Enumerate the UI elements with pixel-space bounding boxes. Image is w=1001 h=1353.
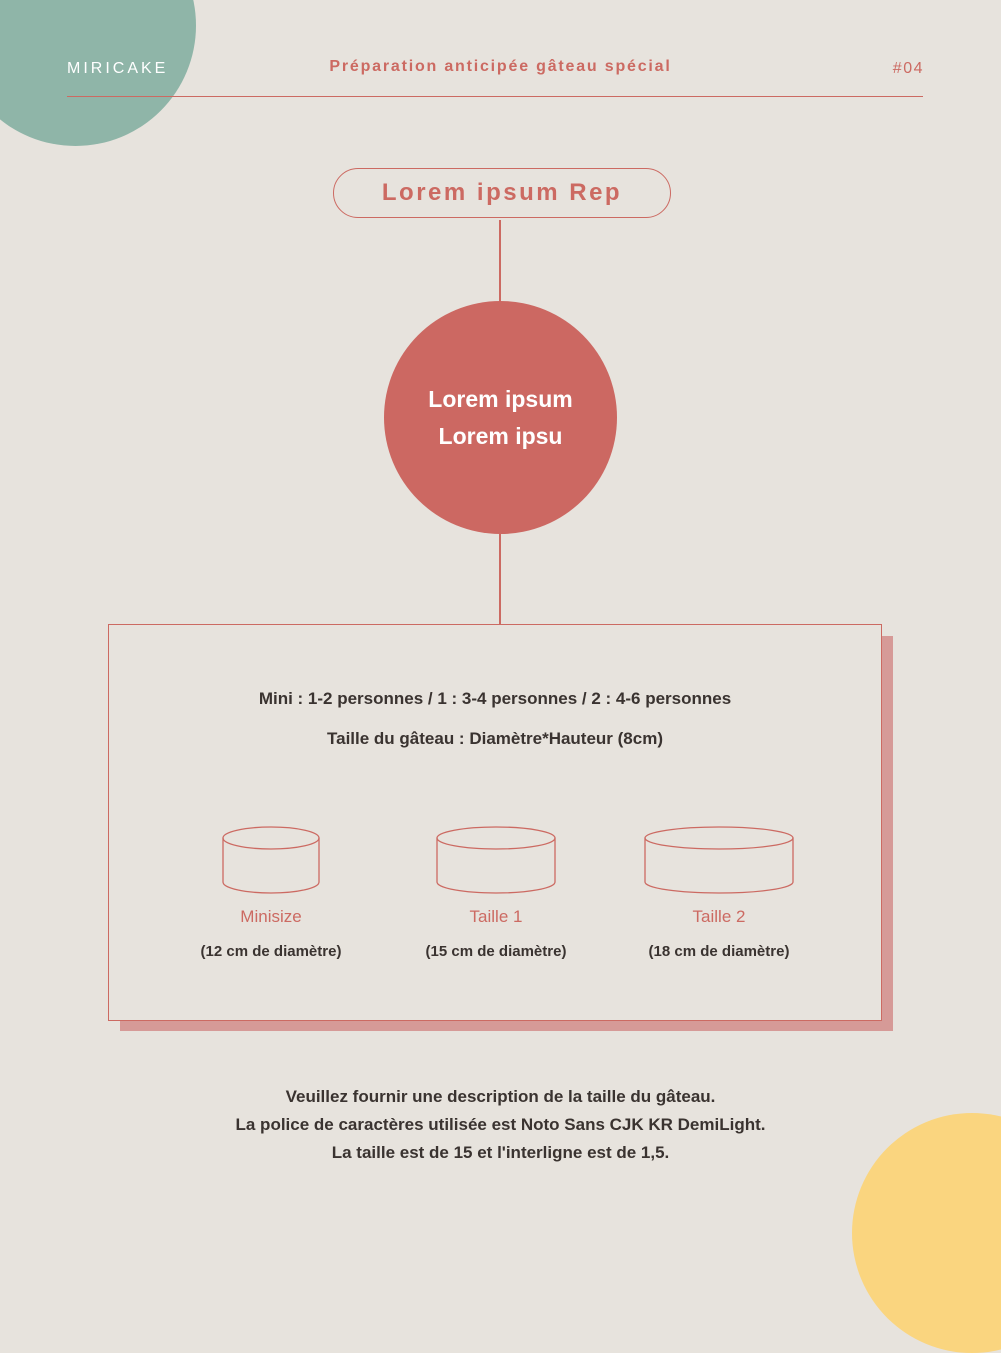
cake-minisize — [171, 825, 371, 960]
footer-line-3: La taille est de 15 et l'interligne est de 1,5. — [331, 1143, 670, 1162]
main-circle — [384, 301, 617, 534]
header-divider — [67, 96, 923, 97]
size-info-text: Taille du gâteau : Diamètre*Hauteur (8cm) — [327, 729, 663, 748]
cake-cylinder-icon — [643, 825, 795, 895]
connector-line-top — [499, 220, 501, 302]
cake-cylinder-icon — [435, 825, 557, 895]
cake-diameter: (12 cm de diamètre) — [200, 943, 342, 960]
size-info-card — [108, 624, 882, 1021]
connector-line-bottom — [499, 533, 501, 626]
cake-size-name: Minisize — [240, 907, 302, 926]
section-pill-label: Lorem ipsum Rep — [333, 168, 671, 218]
cake-taille-1 — [396, 825, 596, 960]
main-circle-line-2: Lorem ipsu — [438, 422, 563, 449]
main-circle-line-1: Lorem ipsum — [428, 385, 573, 412]
cake-size-name: Taille 1 — [469, 907, 523, 926]
page-title: Préparation anticipée gâteau spécial — [329, 58, 672, 75]
cake-diameter: (18 cm de diamètre) — [648, 943, 790, 960]
cake-size-name: Taille 2 — [692, 907, 746, 926]
cake-cylinder-icon — [221, 825, 321, 895]
brand-name: MIRICAKE — [67, 60, 169, 77]
page-number: #04 — [892, 60, 924, 77]
footer-line-2: La police de caractères utilisée est Noto Sans CJK KR DemiLight. — [235, 1115, 766, 1134]
cake-diameter: (15 cm de diamètre) — [425, 943, 567, 960]
footer-line-1: Veuillez fournir une description de la taille du gâteau. — [285, 1087, 716, 1106]
cake-taille-2 — [619, 825, 819, 960]
footer-description — [0, 1083, 1001, 1167]
servings-text: Mini : 1-2 personnes / 1 : 3-4 personnes / 2 : 4-6 personnes — [258, 689, 732, 708]
